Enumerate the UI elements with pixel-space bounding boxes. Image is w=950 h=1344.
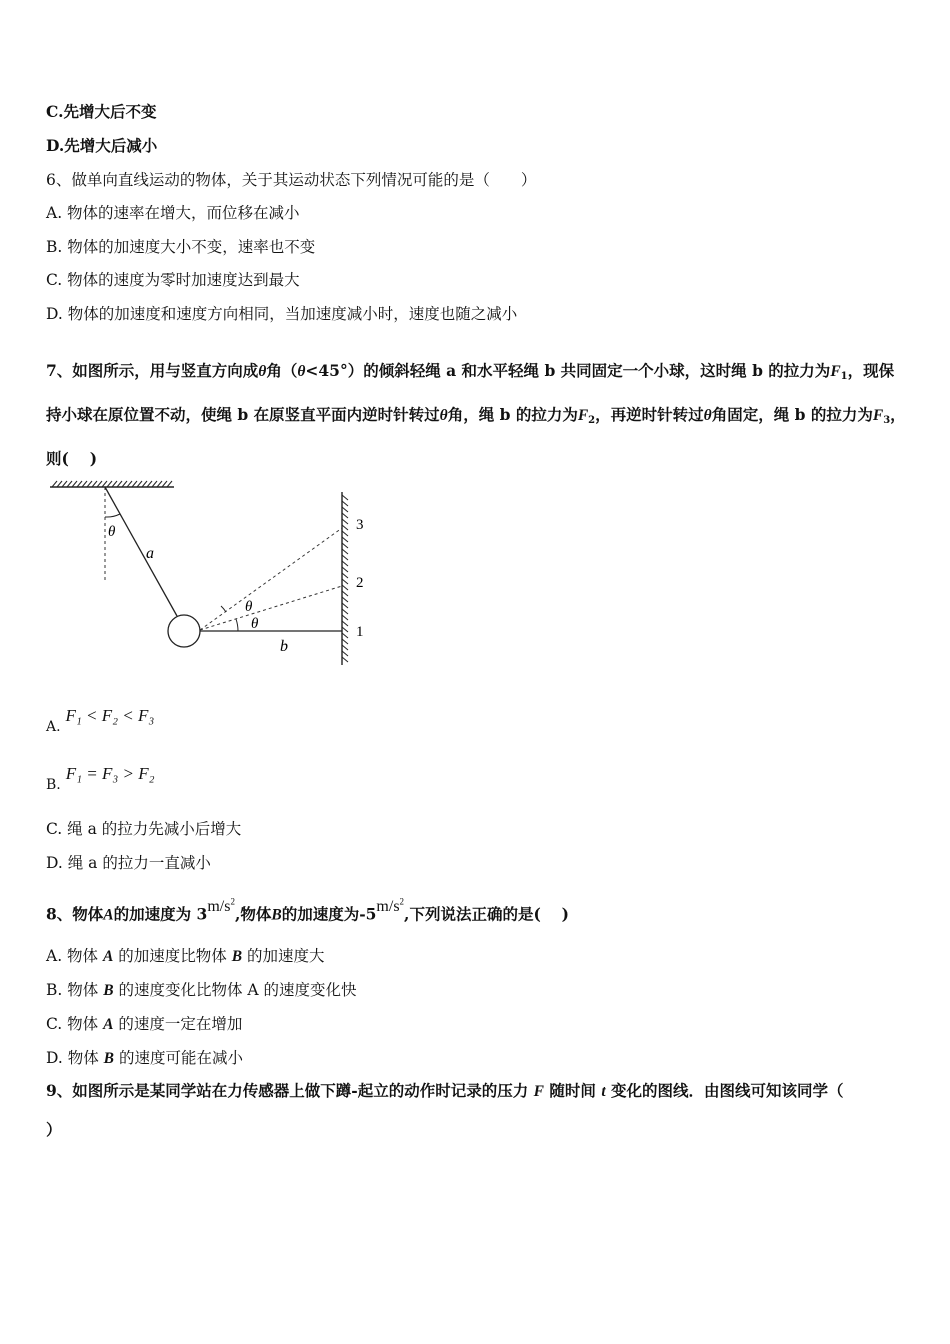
q6-stem: 6、做单向直线运动的物体，关于其运动状态下列情况可能的是（ ） [46, 171, 537, 189]
q9-stem: 9、如图所示是某同学站在力传感器上做下蹲-起立的动作时记录的压力 F 随时间 t 变化的图线．由图线可知该同学（ ） [46, 1081, 844, 1139]
q7-figure [40, 470, 380, 670]
q6-option-a: A. 物体的速率在增大，而位移在减小 [46, 204, 300, 222]
q7-stem: 7、如图所示，用与竖直方向成θ角（θ<45°）的倾斜轻绳 a 和水平轻绳 b 共同固定一个小球，这时绳 b 的拉力为$F_1$，现保持小球在原位置不动，使绳 b 在原竖直平面内逆时针转过θ角，绳 b 的拉力为$F_2$，再逆时针转过θ角固定，绳 b 的拉力为$F_3$，则( ) [46, 361, 906, 468]
svg-text:3: 3 [356, 517, 364, 533]
q7-option-a: A. F₁ < F₂ < F₃ [46, 706, 155, 735]
q6-option-b: B. 物体的加速度大小不变，速率也不变 [46, 238, 316, 256]
svg-text:a: a [146, 545, 154, 562]
q6-option-c: C. 物体的速度为零时加速度达到最大 [46, 271, 300, 289]
svg-text:θ: θ [108, 524, 116, 540]
q5-option-c: C.先增大后不变 [46, 102, 157, 121]
q8-option-a: A. 物体 A 的加速度比物体 B 的加速度大 [46, 947, 325, 965]
q8-stem: 8、物体A的加速度为 $3m/s^2$,物体B的加速度为$-5m/s^2$,下列说法正确的是( ) [46, 897, 570, 924]
q6-option-d: D. 物体的加速度和速度方向相同，当加速度减小时，速度也随之减小 [46, 305, 518, 323]
svg-text:1: 1 [356, 624, 364, 640]
svg-text:2: 2 [356, 575, 364, 591]
q5-option-d: D.先增大后减小 [46, 136, 158, 155]
q8-option-b: B. 物体 B 的速度变化比物体 A 的速度变化快 [46, 981, 357, 999]
svg-text:θ: θ [251, 616, 259, 632]
q7-option-b: B. F₁ = F₃ > F₂ [46, 764, 155, 793]
rope-a [105, 487, 177, 616]
svg-text:θ: θ [245, 599, 253, 615]
svg-text:b: b [280, 638, 288, 655]
ball [168, 615, 200, 647]
q7-option-d: D. 绳 a 的拉力一直减小 [46, 854, 211, 872]
q7-option-c: C. 绳 a 的拉力先减小后增大 [46, 820, 242, 838]
q8-option-c: C. 物体 A 的速度一定在增加 [46, 1015, 243, 1033]
q8-option-d: D. 物体 B 的速度可能在减小 [46, 1049, 243, 1067]
